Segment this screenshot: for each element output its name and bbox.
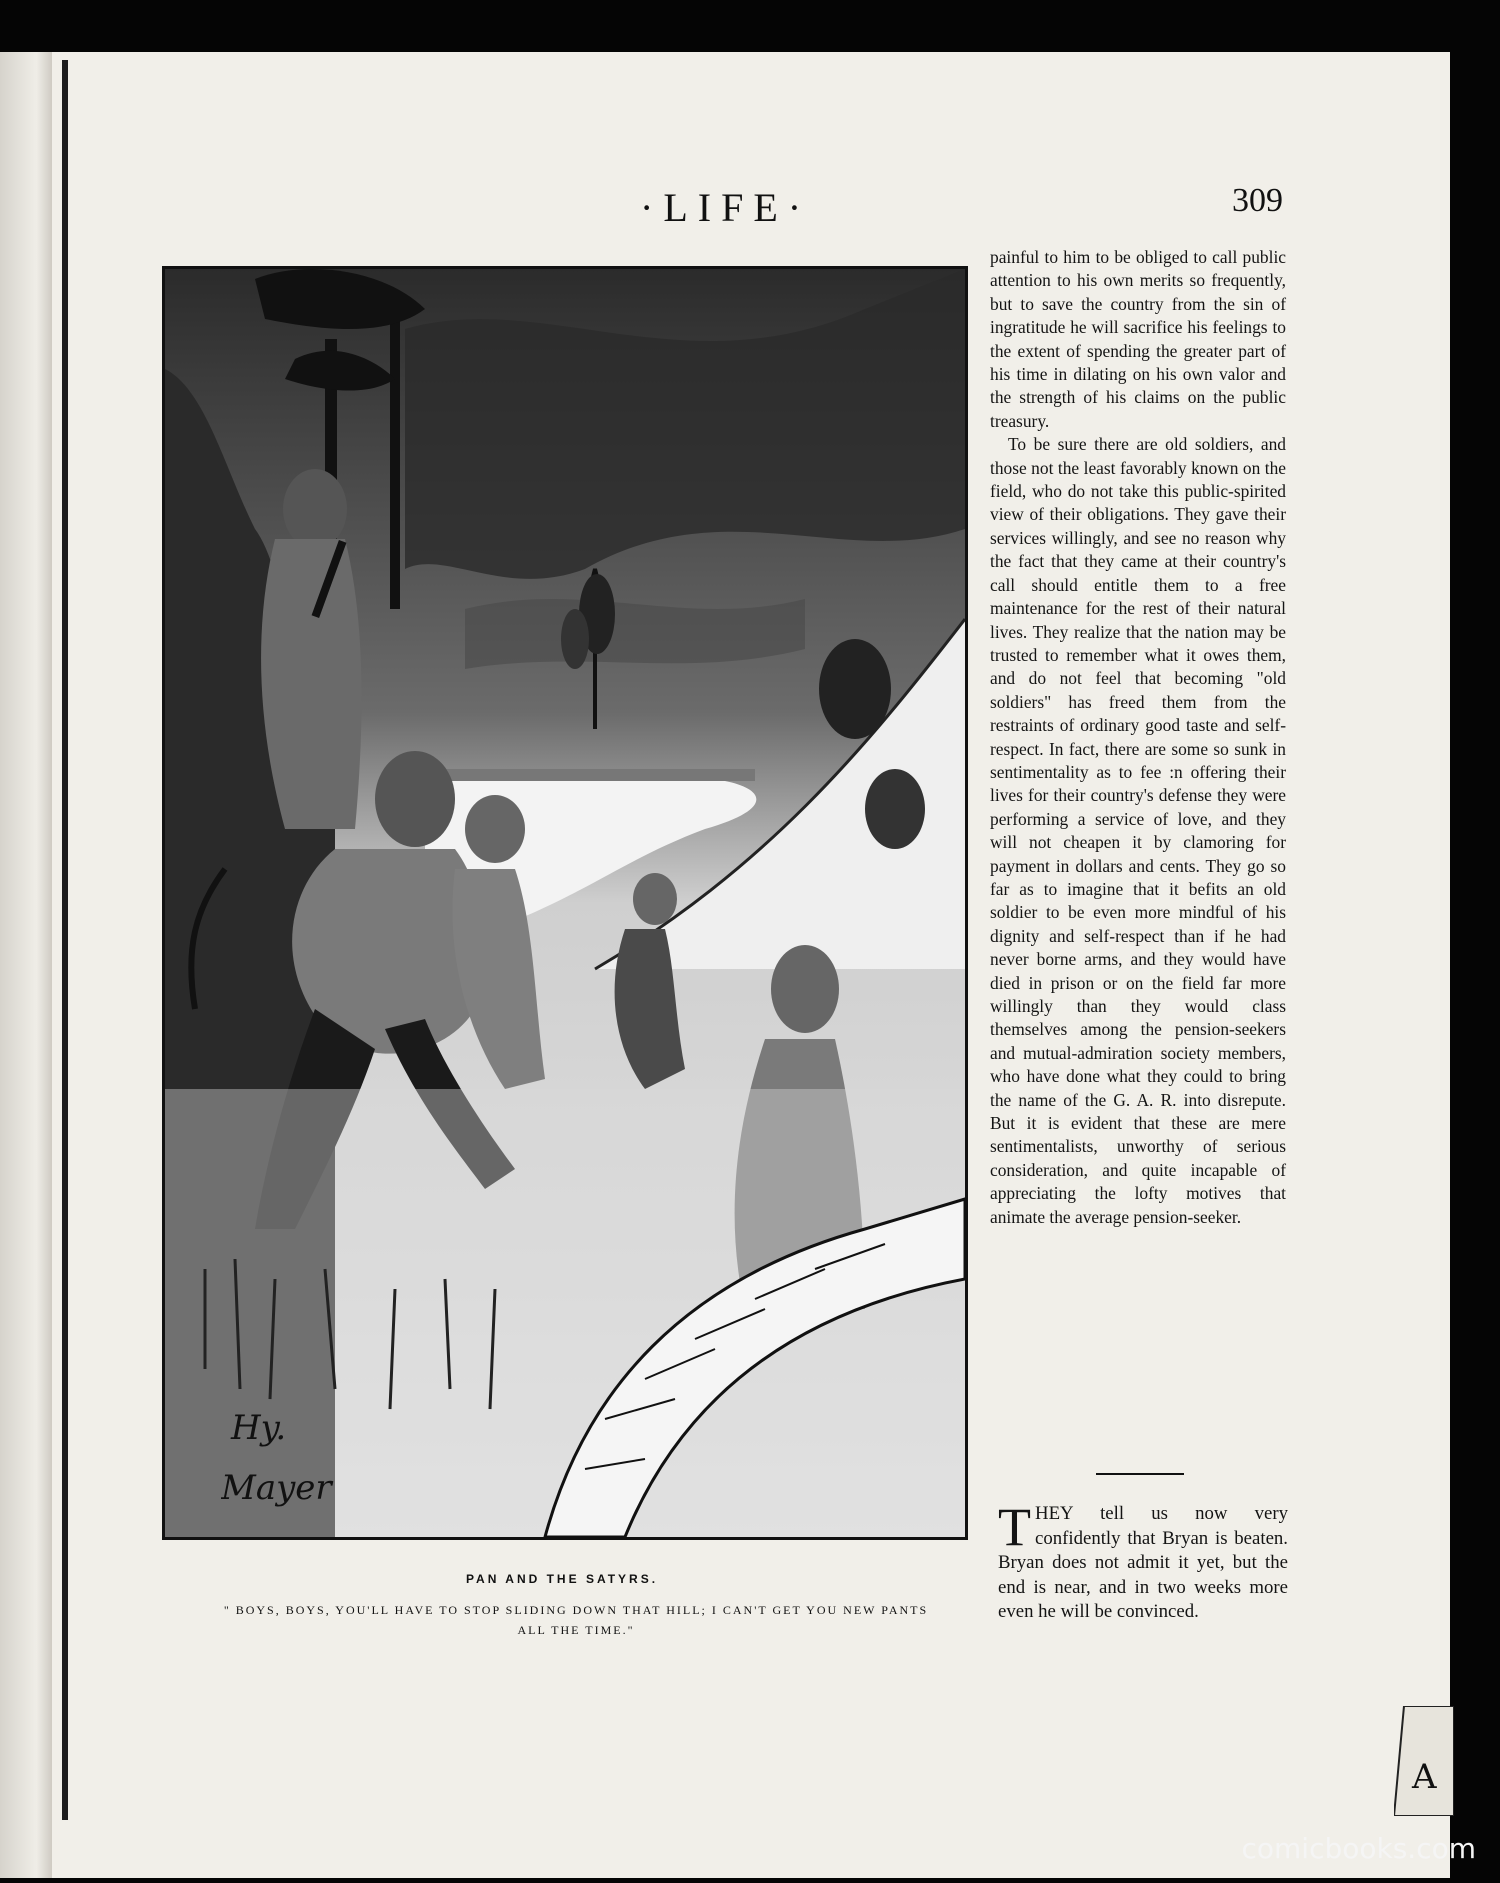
bryan-paragraph-text: HEY tell us now very confidently that Bryan is beaten. Bryan does not admit it yet, but the end is near, and in two weeks more even he will be convinced. (998, 1503, 1288, 1623)
pan-satyrs-drawing (165, 269, 965, 1537)
page-fold-line (62, 60, 68, 1820)
signature-line-2: Mayer (221, 1468, 332, 1508)
illustration-title: PAN AND THE SATYRS. (465, 1572, 659, 1586)
publication-header: ·LIFE· (640, 185, 812, 230)
article-paragraph-2: To be sure there are old soldiers, and those not the least favorably known on the field, who do not take this public-spirited view of their obligations. They gave their services willingly, and see no reason why the fact that they came at their country's call should entitle them to a free maintenance for the rest of their natural lives. They realize that the nation may be trusted to remember what it owes them, and do not feel that becoming "old soldiers" has freed them from the restraints of ordinary good taste and self-respect. In fact, there are some so sunk in sentimentality as to fee :n offering their lives for their country's defense they were performing a service of love, and they will not cheapen it by clamoring for payment in dollars and cents. They go so far as to imagine that it befits an old soldier to be even more mindful of his dignity and self-respect than if he had never borne arms, and they would have died in prison or on the field far more willingly than they would class themselves among the pension-seekers and mutual-admiration society members, who have done what they could to bring the name of the G. A. R. into disrepute. But it is evident that these are mere sentimentalists, unworthy of serious consideration, and quite incapable of appreciating the lofty motives that animate the average pension-seeker. (990, 434, 1286, 1227)
section-divider (1096, 1473, 1184, 1475)
article-paragraph-1: painful to him to be obliged to call public attention to his own merits so frequently, but to save the country from the sin of ingratitude he will sacrifice his feelings to the extent of spending the greater part of his time in dilating on his own valor and the strength of his claims on the public treasury. (990, 247, 1286, 431)
illustration-caption: " BOYS, BOYS, YOU'LL HAVE TO STOP SLIDING DOWN THAT HILL; I CAN'T GET YOU NEW PANTS ALL THE TIME." (223, 1603, 929, 1637)
page-binding (0, 52, 52, 1878)
cartoon-illustration (162, 266, 968, 1540)
drop-cap-letter: T (998, 1497, 1031, 1557)
page-number: 309 (1232, 182, 1283, 219)
watermark: comicbooks.com (1241, 1832, 1476, 1865)
signature-line-1: Hy. (231, 1408, 287, 1448)
bryan-paragraph (998, 1497, 1288, 1625)
page-corner-tab (1394, 1706, 1454, 1816)
artist-signature (221, 1399, 371, 1519)
corner-mark: A (1412, 1757, 1437, 1797)
article-column (990, 246, 1286, 1229)
